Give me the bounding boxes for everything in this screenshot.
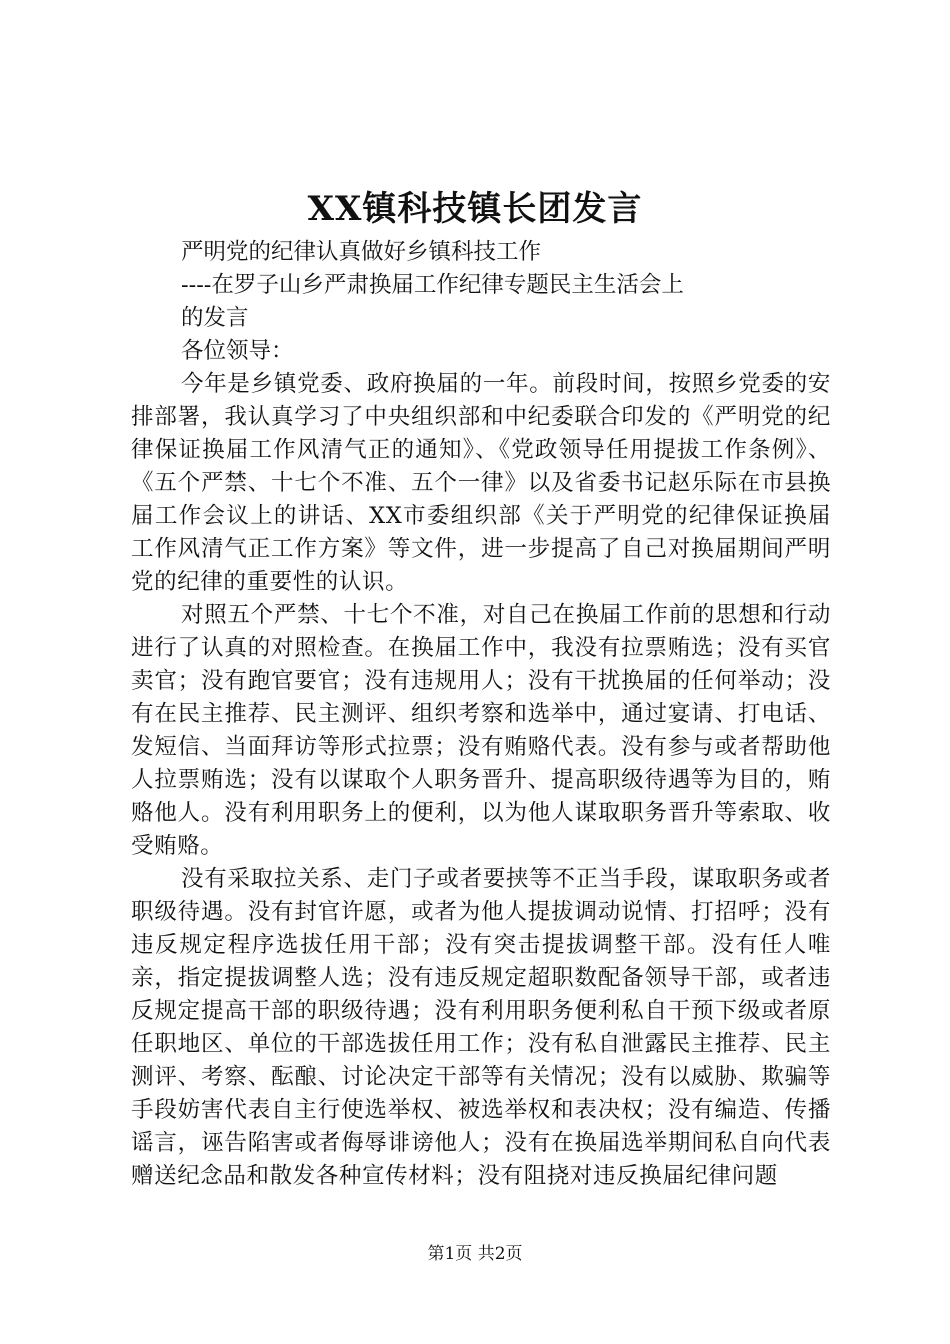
subtitle-line-2: ----在罗子山乡严肃换届工作纪律专题民主生活会上: [181, 272, 684, 298]
subtitle-line-3: 的发言: [181, 305, 249, 331]
document-title: XX镇科技镇长团发言: [307, 189, 643, 229]
page-footer: 第1页 共2页: [427, 1244, 523, 1264]
document-body: [131, 236, 831, 1193]
paragraph-2: 对照五个严禁、十七个不准，对自己在换届工作前的思想和行动进行了认真的对照检查。在换届工作中，我没有拉票贿选；没有买官卖官；没有跑官要官；没有违规用人；没有干扰换届的任何举动；没有在民主推荐、民主测评、组织考察和选举中，通过宴请、打电话、发短信、当面拜访等形式拉票；没有贿赂代表。没有参与或者帮助他人拉票贿选；没有以谋取个人职务晋升、提高职级待遇等为目的，贿赂他人。没有利用职务上的便利，以为他人谋取职务晋升等索取、收受贿赂。: [131, 602, 831, 859]
subtitle-line-1: 严明党的纪律认真做好乡镇科技工作: [181, 239, 542, 265]
paragraph-3: 没有采取拉关系、走门子或者要挟等不正当手段，谋取职务或者职级待遇。没有封官许愿，或者为他人提拔调动说情、打招呼；没有违反规定程序选拔任用干部；没有突击提拔调整干部。没有任人唯亲，指定提拔调整人选；没有违反规定超职数配备领导干部，或者违反规定提高干部的职级待遇；没有利用职务便利私自干预下级或者原任职地区、单位的干部选拔任用工作；没有私自泄露民主推荐、民主测评、考察、酝酿、讨论决定干部等有关情况；没有以威胁、欺骗等手段妨害代表自主行使选举权、被选举权和表决权；没有编造、传播谣言，诬告陷害或者侮辱诽谤他人；没有在换届选举期间私自向代表赠送纪念品和散发各种宣传材料；没有阻挠对违反换届纪律问题: [131, 866, 831, 1189]
salutation: 各位领导：: [181, 338, 294, 364]
paragraph-1: 今年是乡镇党委、政府换届的一年。前段时间，按照乡党委的安排部署，我认真学习了中央组织部和中纪委联合印发的《严明党的纪律保证换届工作风清气正的通知》、《党政领导任用提拔工作条例》、《五个严禁、十七个不准、五个一律》以及省委书记赵乐际在市县换届工作会议上的讲话、XX市委组织部《关于严明党的纪律保证换届工作风清气正工作方案》等文件，进一步提高了自己对换届期间严明党的纪律的重要性的认识。: [131, 371, 831, 595]
